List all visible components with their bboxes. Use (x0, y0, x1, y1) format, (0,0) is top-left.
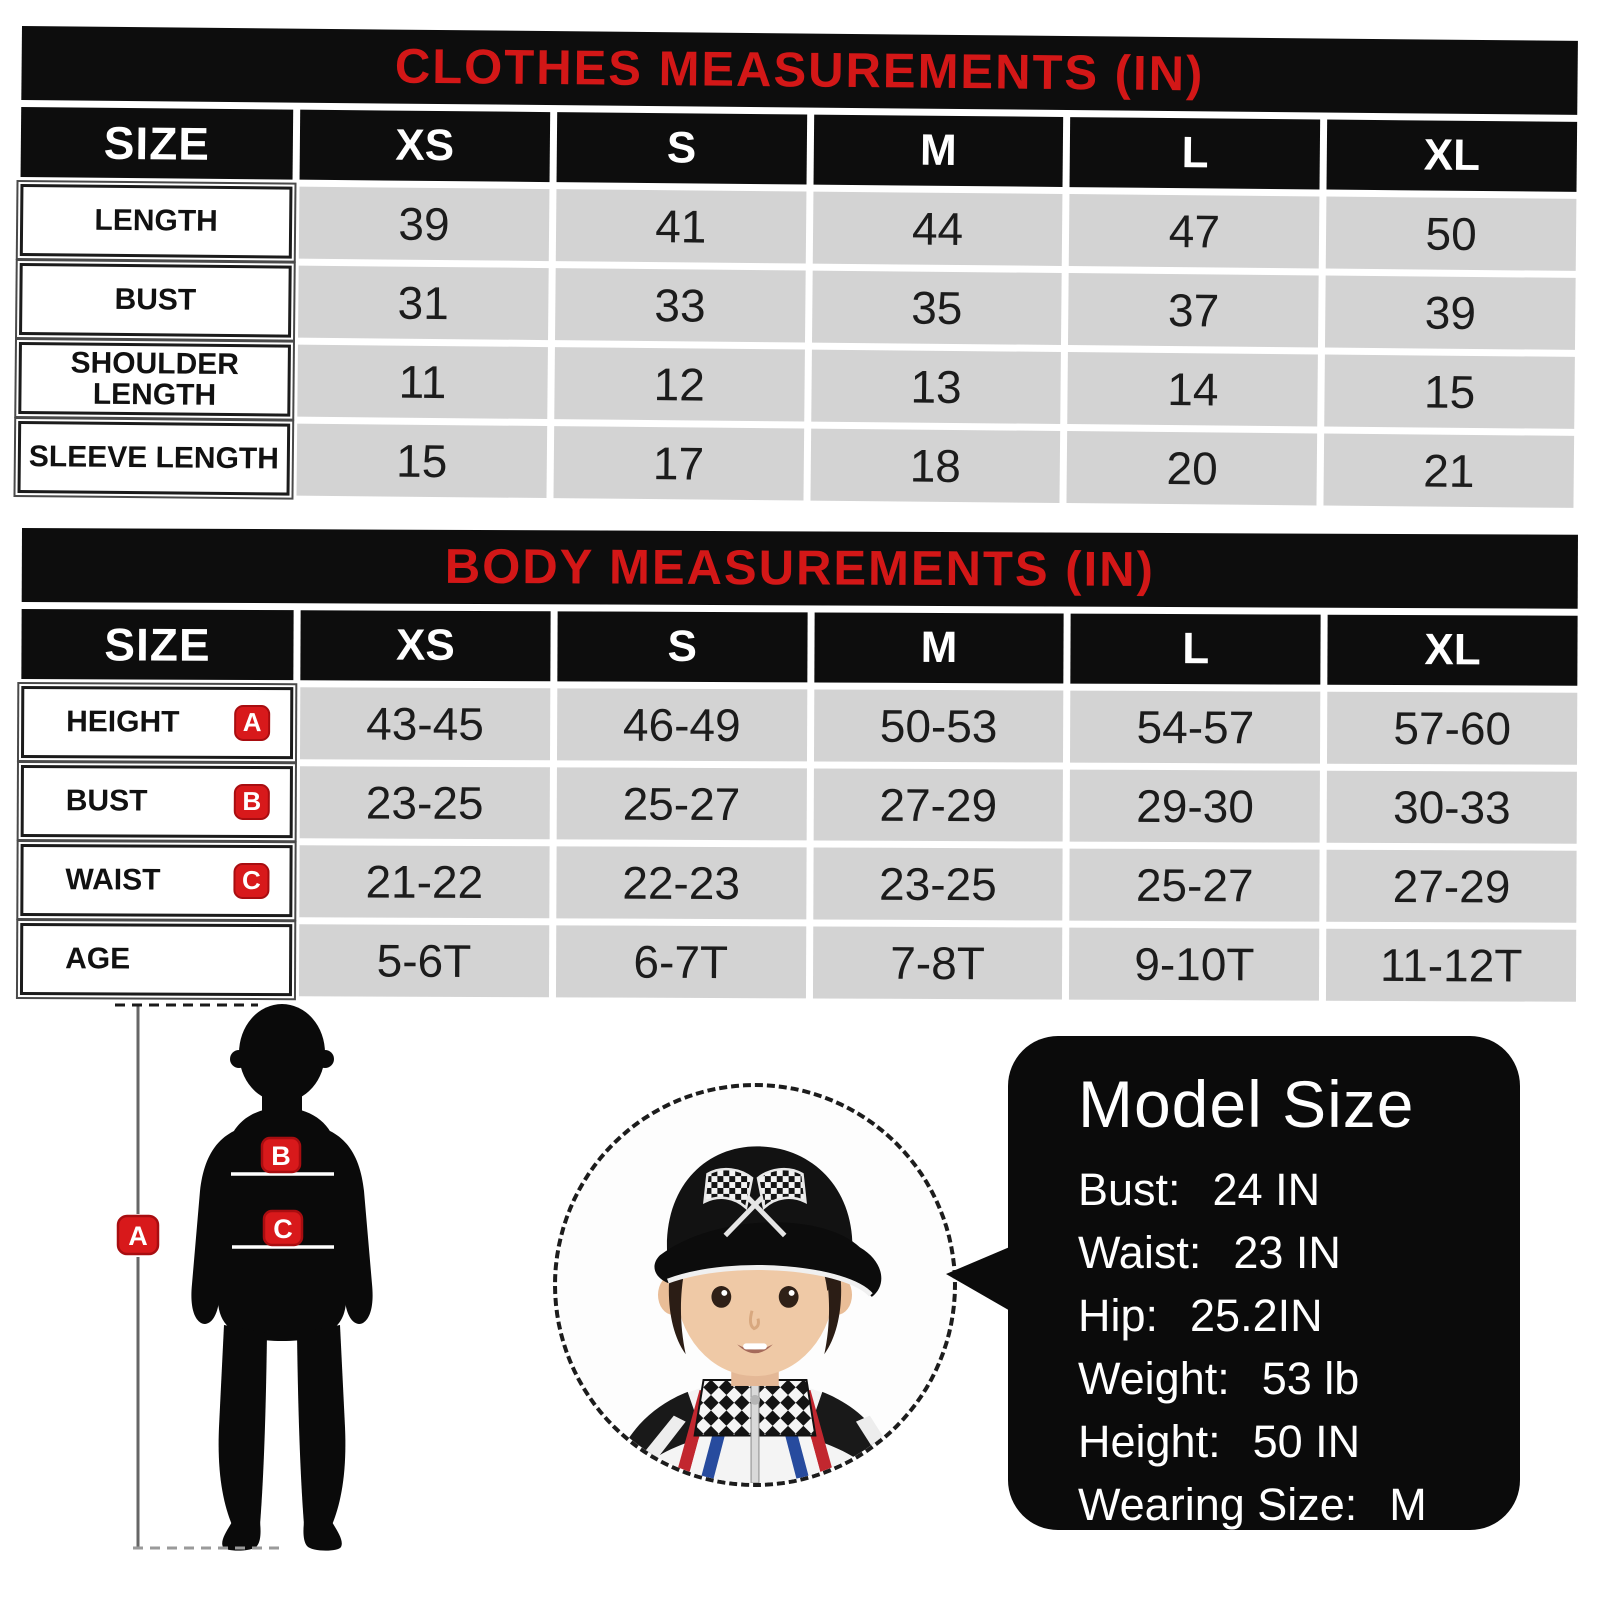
cell-value: 47 (1069, 194, 1319, 268)
child-silhouette (191, 1004, 372, 1551)
model-size-title: Model Size (1078, 1067, 1415, 1141)
body-col-xl: XL (1328, 615, 1578, 686)
cell-value: 15 (1324, 355, 1574, 429)
cell-value: 27-29 (1326, 850, 1576, 923)
marker-a-letter: A (128, 1221, 148, 1251)
marker-c-letter: C (273, 1214, 293, 1244)
clothes-col-xl: XL (1327, 120, 1577, 192)
cell-value: 13 (811, 350, 1061, 424)
cell-value: 41 (556, 189, 806, 263)
cell-value: 18 (810, 429, 1060, 503)
row-label-sleeve-length: SLEEVE LENGTH (18, 421, 291, 496)
cell-value: 35 (812, 271, 1062, 345)
cell-value: 15 (297, 424, 547, 498)
body-table-title-bar (22, 528, 1578, 609)
cell-value: 22-23 (556, 846, 806, 919)
table-row (20, 184, 1577, 271)
clothes-col-l: L (1070, 117, 1320, 189)
model-size-bubble (1008, 1036, 1520, 1530)
body-size-header: SIZE (21, 609, 293, 680)
cell-value: 50 (1326, 197, 1576, 271)
model-waist-row (1078, 1221, 1492, 1284)
clothes-table-header-row (21, 107, 1578, 192)
body-col-l: L (1071, 614, 1321, 685)
speech-bubble-tail (946, 1246, 1012, 1312)
marker-b-letter: B (271, 1141, 291, 1171)
model-hip-label: Hip: (1078, 1290, 1159, 1341)
cell-value: 39 (299, 187, 549, 261)
marker-b (262, 1138, 300, 1172)
body-measurements-table (20, 528, 1578, 1009)
cell-value: 6-7T (556, 925, 806, 998)
row-label-waist (20, 844, 292, 917)
cell-value: 39 (1325, 276, 1575, 350)
model-weight-row (1078, 1347, 1492, 1410)
table-row (19, 263, 1576, 350)
cell-value: 9-10T (1069, 928, 1319, 1001)
row-label-text: AGE (65, 942, 131, 976)
model-wearing-size-row (1078, 1473, 1492, 1536)
cell-value: 14 (1068, 352, 1318, 426)
body-table-header-row (21, 609, 1577, 686)
cell-value: 12 (554, 347, 804, 421)
clothes-measurements-table (17, 26, 1577, 515)
cell-value: 57-60 (1327, 692, 1577, 765)
model-photo (553, 1083, 957, 1487)
row-label-text: WAIST (65, 863, 161, 897)
cell-value: 23-25 (300, 766, 550, 839)
table-row (18, 342, 1575, 429)
cell-value: 7-8T (813, 926, 1063, 999)
cell-value: 17 (553, 426, 803, 500)
cell-value: 29-30 (1070, 770, 1320, 843)
model-bust-value: 24 IN (1212, 1164, 1321, 1215)
model-hip-value: 25.2IN (1190, 1290, 1323, 1341)
clothes-col-s: S (556, 112, 806, 184)
model-height-label: Height: (1078, 1416, 1221, 1467)
model-weight-value: 53 lb (1261, 1353, 1360, 1404)
cell-value: 25-27 (1070, 849, 1320, 922)
clothes-col-xs: XS (300, 110, 550, 182)
row-label-text: HEIGHT (66, 705, 180, 739)
cell-value: 30-33 (1327, 771, 1577, 844)
table-row (20, 844, 1576, 923)
model-photo-illustration (557, 1087, 953, 1483)
model-weight-label: Weight: (1078, 1353, 1230, 1404)
marker-a (118, 1216, 158, 1254)
row-label-height (21, 686, 293, 759)
clothes-col-m: M (813, 115, 1063, 187)
cell-value: 50-53 (814, 689, 1064, 762)
row-label-age (20, 923, 292, 996)
model-waist-value: 23 IN (1233, 1227, 1341, 1278)
model-wearing-size-value: M (1389, 1479, 1427, 1530)
cell-value: 43-45 (300, 687, 550, 760)
row-label-bust (21, 765, 293, 838)
marker-c-badge: C (233, 863, 269, 899)
body-col-s: S (557, 611, 807, 682)
cell-value: 46-49 (557, 688, 807, 761)
model-height-value: 50 IN (1252, 1416, 1361, 1467)
table-row (20, 923, 1576, 1002)
marker-a-badge: A (234, 705, 270, 741)
model-wearing-size-label: Wearing Size: (1078, 1479, 1358, 1530)
cell-value: 23-25 (813, 847, 1063, 920)
body-table-title: BODY MEASUREMENTS (IN) (444, 539, 1155, 597)
body-col-m: M (814, 612, 1064, 683)
body-col-xs: XS (300, 610, 550, 681)
row-label-length: LENGTH (20, 184, 293, 259)
model-hip-row (1078, 1284, 1492, 1347)
table-row (21, 765, 1577, 844)
row-label-shoulder-length: SHOULDER LENGTH (18, 342, 291, 417)
cell-value: 25-27 (556, 767, 806, 840)
marker-c (264, 1211, 302, 1245)
marker-b-badge: B (234, 784, 270, 820)
row-label-text: BUST (65, 784, 148, 818)
cell-value: 11 (297, 345, 547, 419)
model-height-row (1078, 1410, 1492, 1473)
measurement-figure-diagram (55, 995, 525, 1565)
cell-value: 27-29 (813, 768, 1063, 841)
clothes-table-title-bar (21, 26, 1578, 115)
cell-value: 44 (812, 192, 1062, 266)
cell-value: 5-6T (299, 924, 549, 997)
cell-value: 54-57 (1070, 691, 1320, 764)
cell-value: 37 (1068, 273, 1318, 347)
cell-value: 20 (1067, 431, 1317, 505)
clothes-size-header: SIZE (21, 107, 294, 180)
cell-value: 33 (555, 268, 805, 342)
table-row (18, 421, 1575, 508)
table-row (21, 686, 1577, 765)
row-label-bust: BUST (19, 263, 292, 338)
cell-value: 21-22 (299, 845, 549, 918)
cell-value: 21 (1324, 434, 1574, 508)
clothes-table-title: CLOTHES MEASUREMENTS (IN) (394, 39, 1205, 102)
cell-value: 31 (298, 266, 548, 340)
cell-value: 11-12T (1326, 929, 1576, 1002)
model-bust-row (1078, 1158, 1492, 1221)
model-waist-label: Waist: (1078, 1227, 1202, 1278)
model-bust-label: Bust: (1078, 1164, 1181, 1215)
